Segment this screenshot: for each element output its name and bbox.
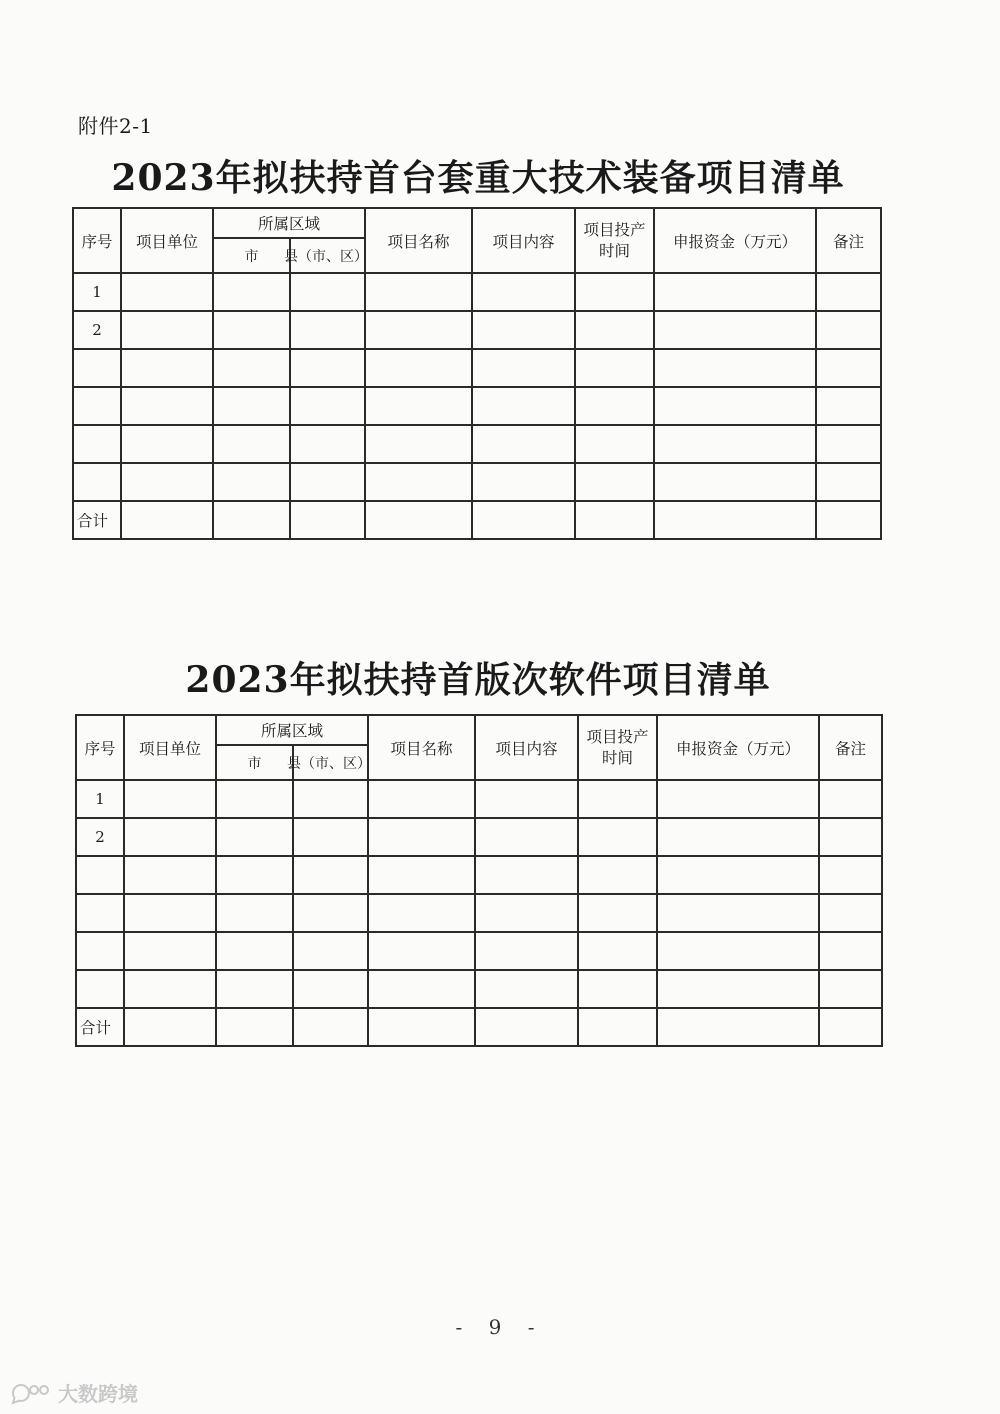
total-cell-content [475, 1008, 578, 1046]
cell-county [293, 818, 368, 856]
table-body [73, 273, 881, 539]
total-label: 合计 [76, 1008, 124, 1046]
cell-unit [121, 425, 213, 463]
cell-time [578, 894, 657, 932]
cell-county [293, 894, 368, 932]
row-seq: 1 [73, 273, 121, 311]
row-seq [76, 856, 124, 894]
total-row [76, 1008, 882, 1046]
cell-time [575, 349, 654, 387]
cell-time [578, 780, 657, 818]
cell-city [213, 311, 290, 349]
cell-remarks [816, 425, 881, 463]
cell-city [216, 780, 293, 818]
total-cell-county [293, 1008, 368, 1046]
project-table [75, 714, 883, 1047]
row-seq: 2 [76, 818, 124, 856]
cell-unit [121, 463, 213, 501]
table-row [76, 932, 882, 970]
cell-remarks [816, 387, 881, 425]
cell-county [290, 387, 365, 425]
cell-county [290, 425, 365, 463]
cell-funds [657, 780, 819, 818]
total-label: 合计 [73, 501, 121, 539]
cell-content [472, 349, 575, 387]
cell-name [365, 463, 472, 501]
cell-content [475, 932, 578, 970]
table-row [76, 856, 882, 894]
cell-funds [654, 387, 816, 425]
total-cell-city [213, 501, 290, 539]
cell-name [365, 349, 472, 387]
cell-remarks [819, 818, 882, 856]
table-body [76, 780, 882, 1046]
total-cell-city [216, 1008, 293, 1046]
cell-name [368, 970, 475, 1008]
cell-unit [124, 856, 216, 894]
table-row [76, 970, 882, 1008]
cell-remarks [816, 349, 881, 387]
row-seq: 1 [76, 780, 124, 818]
cell-county [290, 349, 365, 387]
table-row [73, 425, 881, 463]
watermark-text: 大数跨境 [58, 1382, 138, 1406]
cell-time [575, 311, 654, 349]
cell-content [472, 463, 575, 501]
cell-funds [654, 425, 816, 463]
cell-unit [124, 780, 216, 818]
cell-remarks [816, 273, 881, 311]
cell-time [575, 425, 654, 463]
cell-city [216, 894, 293, 932]
attachment-label: 附件2-1 [78, 114, 153, 138]
header-project-content: 项目内容 [475, 715, 578, 780]
cell-remarks [819, 932, 882, 970]
project-table [72, 207, 882, 540]
cell-remarks [819, 970, 882, 1008]
header-seq: 序号 [76, 715, 124, 780]
cell-content [475, 894, 578, 932]
cell-name [365, 387, 472, 425]
total-cell-time [575, 501, 654, 539]
cell-name [368, 894, 475, 932]
cell-unit [124, 932, 216, 970]
table-row [73, 387, 881, 425]
cell-city [213, 273, 290, 311]
cell-remarks [819, 780, 882, 818]
cell-time [578, 970, 657, 1008]
cell-content [472, 311, 575, 349]
cell-funds [657, 970, 819, 1008]
row-seq [73, 387, 121, 425]
header-region-county: 县（市、区） [293, 745, 368, 780]
cell-unit [121, 273, 213, 311]
cell-name [368, 932, 475, 970]
table-row [76, 780, 882, 818]
cell-city [216, 856, 293, 894]
header-remarks: 备注 [816, 208, 881, 273]
cell-content [475, 970, 578, 1008]
cell-county [293, 932, 368, 970]
cell-time [575, 463, 654, 501]
cell-city [213, 349, 290, 387]
cell-remarks [819, 894, 882, 932]
total-cell-remarks [819, 1008, 882, 1046]
header-region-city: 市 [216, 745, 293, 780]
header-seq: 序号 [73, 208, 121, 273]
total-cell-funds [657, 1008, 819, 1046]
table-row [76, 894, 882, 932]
total-cell-name [368, 1008, 475, 1046]
cell-time [575, 273, 654, 311]
watermark [10, 1378, 138, 1407]
cell-unit [124, 970, 216, 1008]
cell-name [368, 856, 475, 894]
row-seq [73, 425, 121, 463]
cell-county [293, 856, 368, 894]
row-seq [76, 932, 124, 970]
cell-city [213, 425, 290, 463]
total-cell-time [578, 1008, 657, 1046]
cell-funds [654, 463, 816, 501]
cell-unit [121, 311, 213, 349]
cell-name [365, 273, 472, 311]
header-project-name: 项目名称 [368, 715, 475, 780]
header-project-content: 项目内容 [472, 208, 575, 273]
cell-city [216, 932, 293, 970]
total-cell-unit [124, 1008, 216, 1046]
cell-content [475, 818, 578, 856]
cell-time [575, 387, 654, 425]
cell-name [368, 818, 475, 856]
cell-funds [657, 894, 819, 932]
cell-city [216, 970, 293, 1008]
cell-county [290, 311, 365, 349]
header-region-city: 市 [213, 238, 290, 273]
cell-county [293, 780, 368, 818]
row-seq [76, 894, 124, 932]
table-row [73, 311, 881, 349]
cell-unit [124, 818, 216, 856]
page-number: - 9 - [455, 1315, 545, 1339]
cell-unit [124, 894, 216, 932]
cell-funds [654, 349, 816, 387]
cell-time [578, 932, 657, 970]
row-seq [73, 463, 121, 501]
total-cell-remarks [816, 501, 881, 539]
cell-name [365, 425, 472, 463]
header-unit: 项目单位 [124, 715, 216, 780]
header-production-time: 项目投产时间 [578, 715, 657, 780]
cell-city [216, 818, 293, 856]
cell-name [365, 311, 472, 349]
cell-unit [121, 349, 213, 387]
cell-content [475, 856, 578, 894]
table-title: 2023年拟扶持首版次软件项目清单 [185, 659, 771, 701]
header-funds: 申报资金（万元） [657, 715, 819, 780]
cell-remarks [819, 856, 882, 894]
row-seq: 2 [73, 311, 121, 349]
cell-funds [654, 273, 816, 311]
cell-content [472, 387, 575, 425]
row-seq [76, 970, 124, 1008]
cell-name [368, 780, 475, 818]
header-region: 所属区域 [216, 715, 368, 745]
cell-content [475, 780, 578, 818]
total-cell-content [472, 501, 575, 539]
total-cell-unit [121, 501, 213, 539]
table-row [76, 818, 882, 856]
header-region-county: 县（市、区） [290, 238, 365, 273]
cell-county [290, 463, 365, 501]
header-funds: 申报资金（万元） [654, 208, 816, 273]
cell-content [472, 425, 575, 463]
cell-funds [657, 932, 819, 970]
table-row [73, 349, 881, 387]
total-cell-county [290, 501, 365, 539]
header-region: 所属区域 [213, 208, 365, 238]
cell-funds [657, 856, 819, 894]
cell-unit [121, 387, 213, 425]
cell-county [290, 273, 365, 311]
cell-city [213, 463, 290, 501]
table-title: 2023年拟扶持首台套重大技术装备项目清单 [111, 157, 845, 199]
total-cell-name [365, 501, 472, 539]
table-row [73, 273, 881, 311]
cell-city [213, 387, 290, 425]
table-row [73, 463, 881, 501]
header-unit: 项目单位 [121, 208, 213, 273]
row-seq [73, 349, 121, 387]
total-cell-funds [654, 501, 816, 539]
chat-bubble-logo-icon [10, 1382, 54, 1404]
cell-remarks [816, 311, 881, 349]
cell-time [578, 818, 657, 856]
cell-time [578, 856, 657, 894]
cell-funds [657, 818, 819, 856]
total-row [73, 501, 881, 539]
cell-county [293, 970, 368, 1008]
cell-content [472, 273, 575, 311]
header-production-time: 项目投产时间 [575, 208, 654, 273]
cell-funds [654, 311, 816, 349]
header-remarks: 备注 [819, 715, 882, 780]
header-project-name: 项目名称 [365, 208, 472, 273]
cell-remarks [816, 463, 881, 501]
